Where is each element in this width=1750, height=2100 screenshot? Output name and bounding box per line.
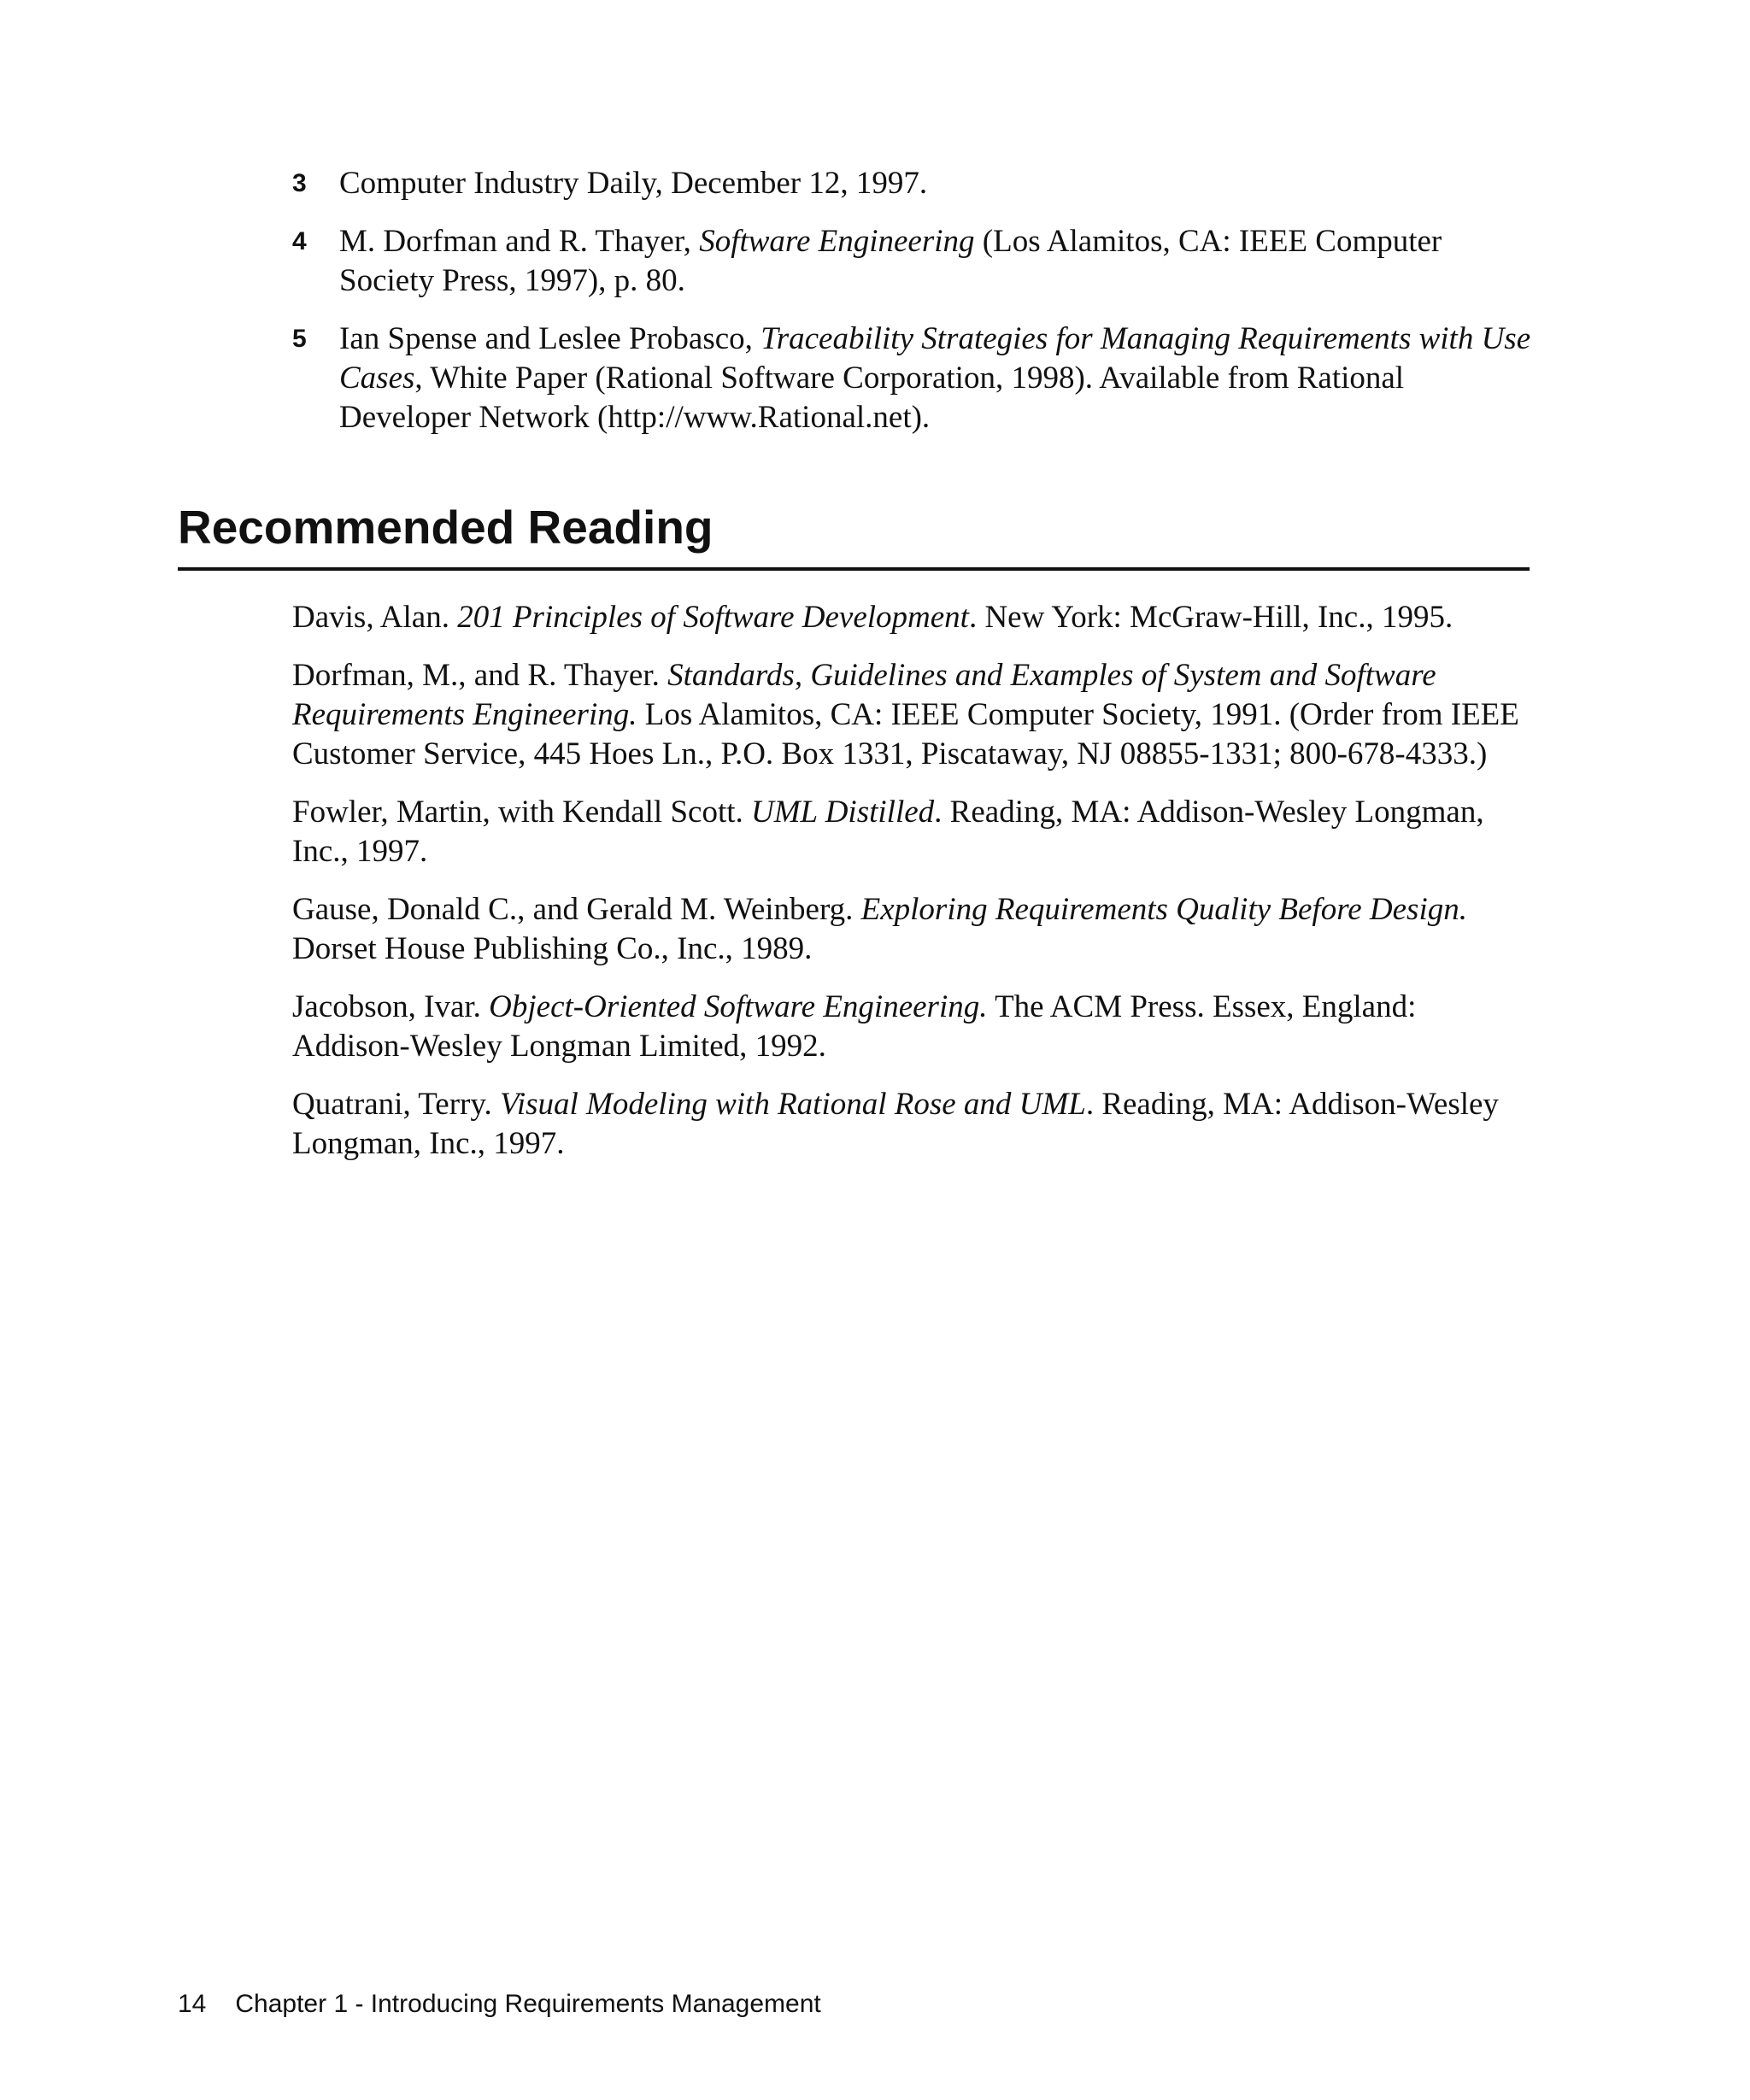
reference-item xyxy=(292,656,1523,774)
reference-author: Gause, Donald C., and Gerald M. Weinberg. xyxy=(292,892,861,927)
reference-item xyxy=(292,1085,1523,1164)
reference-title: 201 Principles of Software Development xyxy=(457,600,969,635)
reference-publication: The ACM Press. Essex, England: Addison-Wesley Longman Limited, 1992. xyxy=(292,989,1417,1064)
reference-item xyxy=(292,890,1523,969)
reference-publication: Dorset House Publishing Co., Inc., 1989. xyxy=(292,931,813,966)
page-footer xyxy=(178,1989,821,2020)
footnote-text-after: (Los Alamitos, CA: IEEE Computer Society Press, 1997), p. 80. xyxy=(339,224,1442,298)
footnote-number: 5 xyxy=(292,325,307,353)
reference-title: Object-Oriented Software Engineering. xyxy=(489,989,988,1024)
footnote-number: 4 xyxy=(292,227,307,255)
footnote-title: Software Engineering xyxy=(699,224,975,259)
running-chapter-title: Chapter 1 - Introducing Requirements Management xyxy=(235,1990,821,2018)
recommended-reading-list xyxy=(292,598,1523,1182)
section-heading: Recommended Reading xyxy=(178,501,714,554)
reference-publication: . Reading, MA: Addison-Wesley Longman, Inc., 1997. xyxy=(292,1087,1499,1161)
reference-title: Standards, Guidelines and Examples of System and Software Requirements Engineering. xyxy=(292,658,1436,732)
reference-title: UML Distilled xyxy=(751,795,935,830)
footnote-text-after: , White Paper (Rational Software Corporation, 1998). Available from Rational Developer Network (http://www.Rational.net). xyxy=(339,361,1405,435)
footnote-4 xyxy=(292,222,1531,301)
reference-publication: Los Alamitos, CA: IEEE Computer Society, 1991. (Order from IEEE Customer Service, 445 Hoes Ln., P.O. Box 1331, Piscataway, NJ 08855-1331; 800-678-4333.) xyxy=(292,697,1519,771)
footnote-text-before: Ian Spense and Leslee Probasco, xyxy=(339,321,761,356)
reference-publication: . New York: McGraw-Hill, Inc., 1995. xyxy=(968,600,1453,635)
reference-item xyxy=(292,598,1523,637)
footnote-title: Traceability Strategies for Managing Requirements with Use Cases xyxy=(339,321,1531,396)
page-number: 14 xyxy=(178,1990,207,2018)
reference-author: Fowler, Martin, with Kendall Scott. xyxy=(292,795,752,830)
footnote-text-before: M. Dorfman and R. Thayer, xyxy=(339,224,700,259)
reference-author: Davis, Alan. xyxy=(292,600,458,635)
footnote-3 xyxy=(292,164,1531,203)
reference-item xyxy=(292,988,1523,1066)
reference-publication: . Reading, MA: Addison-Wesley Longman, Inc., 1997. xyxy=(292,795,1484,869)
footnote-text: Computer Industry Daily, December 12, 1997. xyxy=(339,166,928,201)
footnote-5 xyxy=(292,320,1531,437)
footnote-number: 3 xyxy=(292,169,307,197)
reference-author: Quatrani, Terry. xyxy=(292,1087,500,1122)
reference-title: Exploring Requirements Quality Before Design. xyxy=(860,892,1467,927)
reference-title: Visual Modeling with Rational Rose and UML xyxy=(499,1087,1086,1122)
reference-author: Dorfman, M., and R. Thayer. xyxy=(292,658,668,693)
section-rule xyxy=(178,567,1530,571)
footnotes xyxy=(292,164,1531,456)
reference-item xyxy=(292,793,1523,871)
reference-author: Jacobson, Ivar. xyxy=(292,989,490,1024)
